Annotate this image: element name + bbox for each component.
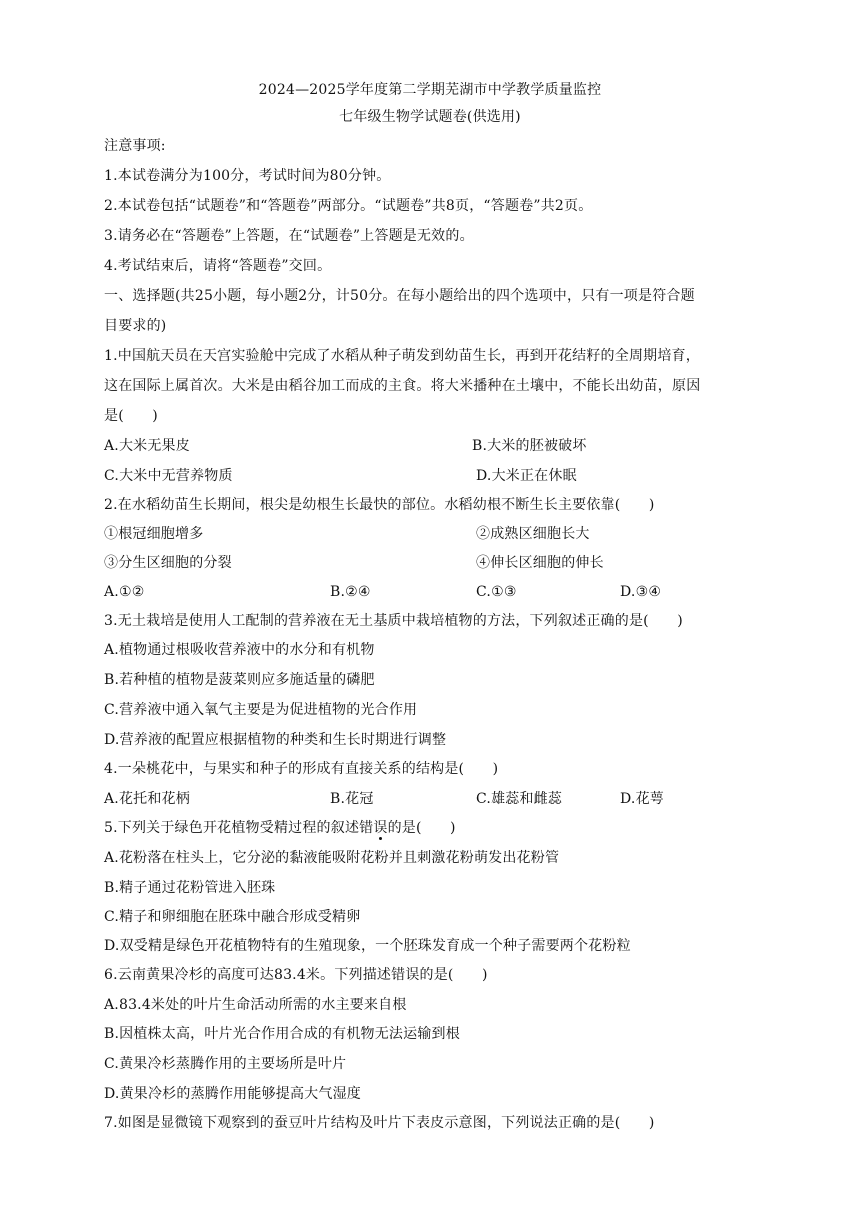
notice-item: 1.本试卷满分为100分，考试时间为80分钟。 <box>104 168 391 184</box>
question-2-stem: 2.在水稻幼苗生长期间，根尖是幼根生长最快的部位。水稻幼根不断生长主要依靠( ) <box>104 497 655 513</box>
question-2-option-b: B.②④ <box>330 584 371 600</box>
question-3-stem: 3.无土栽培是使用人工配制的营养液在无土基质中栽培植物的方法，下列叙述正确的是( ) <box>104 613 683 629</box>
question-1-stem: 是( ) <box>104 408 158 424</box>
question-6-option-c: C.黄果冷杉蒸腾作用的主要场所是叶片 <box>104 1056 347 1072</box>
question-2-option-a: A.①② <box>104 584 145 600</box>
question-5-stem <box>104 818 456 838</box>
question-1-option-b: B.大米的胚被破坏 <box>472 438 587 454</box>
question-2-item-1: ①根冠细胞增多 <box>104 526 204 542</box>
question-5-option-d: D.双受精是绿色开花植物特有的生殖现象，一个胚珠发育成一个种子需要两个花粉粒 <box>104 938 631 954</box>
notice-heading: 注意事项: <box>104 138 166 154</box>
notice-item: 4.考试结束后，请将“答题卷”交回。 <box>104 258 332 274</box>
question-3-option-c: C.营养液中通入氧气主要是为促进植物的光合作用 <box>104 702 418 718</box>
question-1-stem: 这在国际上属首次。大米是由稻谷加工而成的主食。将大米播种在土壤中，不能长出幼苗，原因 <box>104 378 701 394</box>
question-4-option-a: A.花托和花柄 <box>104 791 190 807</box>
notice-item: 3.请务必在“答题卷”上答题，在“试题卷”上答题是无效的。 <box>104 228 474 244</box>
question-1-option-a: A.大米无果皮 <box>104 438 190 454</box>
exam-subtitle: 七年级生物学试题卷(供选用) <box>339 109 521 125</box>
section-heading: 一、选择题(共25小题，每小题2分，计50分。在每小题给出的四个选项中，只有一项是符合题 <box>104 288 695 304</box>
question-5-stem-start: 5.下列关于绿色开花植物受精过程的叙述错 <box>104 820 374 836</box>
question-1-option-d: D.大米正在休眠 <box>476 468 577 484</box>
question-2-item-4: ④伸长区细胞的伸长 <box>476 555 604 571</box>
question-2-item-2: ②成熟区细胞长大 <box>476 526 590 542</box>
question-6-option-d: D.黄果冷杉的蒸腾作用能够提高大气湿度 <box>104 1086 361 1102</box>
question-4-option-c: C.雄蕊和雌蕊 <box>476 791 563 807</box>
question-2-option-d: D.③④ <box>620 584 662 600</box>
question-4-option-d: D.花萼 <box>620 791 664 807</box>
question-5-option-a: A.花粉落在柱头上，它分泌的黏液能吸附花粉并且刺激花粉萌发出花粉管 <box>104 850 560 866</box>
question-5-stem-end: 的是( ) <box>387 820 456 836</box>
question-5-option-c: C.精子和卵细胞在胚珠中融合形成受精卵 <box>104 909 361 925</box>
emphasis-dot-word: 误 <box>373 820 388 836</box>
exam-title: 2024—2025学年度第二学期芜湖市中学教学质量监控 <box>258 82 602 98</box>
question-1-option-c: C.大米中无营养物质 <box>104 468 233 484</box>
question-2-option-c: C.①③ <box>476 584 517 600</box>
question-6-option-a: A.83.4米处的叶片生命活动所需的水主要来自根 <box>104 997 407 1013</box>
section-heading-cont: 目要求的) <box>104 318 167 334</box>
question-3-option-a: A.植物通过根吸收营养液中的水分和有机物 <box>104 642 375 658</box>
question-6-stem: 6.云南黄果冷杉的高度可达83.4米。下列描述错误的是( ) <box>104 967 488 983</box>
question-4-option-b: B.花冠 <box>330 791 374 807</box>
question-3-option-d: D.营养液的配置应根据植物的种类和生长时期进行调整 <box>104 732 447 748</box>
question-4-stem: 4.一朵桃花中，与果实和种子的形成有直接关系的结构是( ) <box>104 761 499 777</box>
question-3-option-b: B.若种植的植物是菠菜则应多施适量的磷肥 <box>104 672 375 688</box>
question-6-option-b: B.因植株太高，叶片光合作用合成的有机物无法运输到根 <box>104 1026 460 1042</box>
question-7-stem: 7.如图是显微镜下观察到的蚕豆叶片结构及叶片下表皮示意图，下列说法正确的是( ) <box>104 1115 655 1131</box>
question-2-item-3: ③分生区细胞的分裂 <box>104 555 232 571</box>
question-5-option-b: B.精子通过花粉管进入胚珠 <box>104 880 276 896</box>
notice-item: 2.本试卷包括“试题卷”和“答题卷”两部分。“试题卷”共8页，“答题卷”共2页。 <box>104 198 593 214</box>
question-1-stem: 1.中国航天员在天宫实验舱中完成了水稻从种子萌发到幼苗生长，再到开花结籽的全周期培育， <box>104 348 700 364</box>
